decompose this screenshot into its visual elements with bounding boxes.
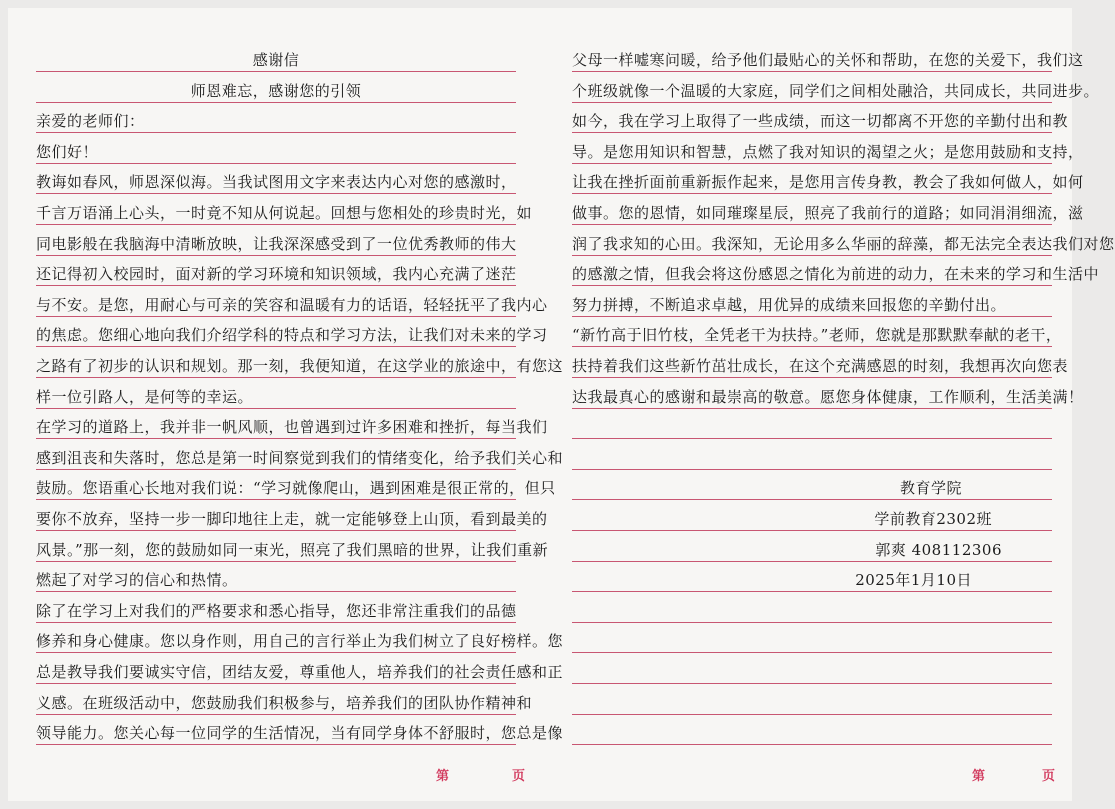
ruled-line [572,224,1052,225]
handwritten-line: 义感。在班级活动中，您鼓励我们积极参与，培养我们的团队协作精神和 [36,693,533,712]
ruled-line [36,346,516,347]
ruled-line [36,255,516,256]
handwritten-line: 教诲如春风，师恩深似海。当我试图用文字来表达内心对您的感激时， [36,173,517,192]
ruled-line [572,561,1052,562]
handwritten-line: 个班级就像一个温暖的大家庭，同学们之间相处融洽，共同成长，共同进步。 [572,81,1100,100]
ruled-line [36,744,516,745]
ruled-line [572,102,1052,103]
ruled-line [572,163,1052,164]
ruled-line [36,683,516,684]
ruled-line [572,285,1052,286]
ruled-line [572,622,1052,623]
handwritten-line: 做事。您的恩情，如同璀璨星辰，照亮了我前行的道路；如同涓涓细流，滋 [572,204,1084,222]
handwritten-line: 千言万语涌上心头，一时竟不知从何说起。回想与您相处的珍贵时光，如 [36,204,533,222]
page-number-suffix: 页 [512,769,526,784]
handwritten-line: 感到沮丧和失落时，您总是第一时间察觉到我们的情绪变化，给予我们关心和 [36,448,564,467]
handwritten-line: 导。是您用知识和智慧，点燃了我对知识的渴望之火；是您用鼓励和支持， [572,142,1084,161]
ruled-line [36,71,516,72]
handwritten-line: 亲爱的老师们： [36,112,145,131]
notebook-spread [8,8,1115,801]
handwritten-line: 扶持着我们这些新竹茁壮成长，在这个充满感恩的时刻，我想再次向您表 [572,357,1069,375]
ruled-line [36,530,516,531]
handwritten-line: 努力拼搏，不断追求卓越，用优异的成绩来回报您的辛勤付出。 [572,295,1007,314]
ruled-line [572,530,1052,531]
ruled-line [36,591,516,592]
page-number-prefix: 第 [436,769,450,784]
ruled-line [572,714,1052,715]
left-page [36,38,564,784]
ruled-line [36,499,516,500]
ruled-line [572,469,1052,470]
ruled-line [572,438,1052,439]
ruled-line [572,132,1052,133]
handwritten-line: 的焦虑。您细心地向我们介绍学科的特点和学习方法，让我们对未来的学习 [36,326,548,345]
ruled-line [36,316,516,317]
ruled-line [572,346,1052,347]
handwritten-line: 总是教导我们要诚实守信，团结友爱，尊重他人，培养我们的社会责任感和正 [36,663,564,681]
page-number-prefix: 第 [972,769,986,784]
handwritten-line: 学前教育2302班 [874,510,992,528]
ruled-line [572,255,1052,256]
handwritten-line: 燃起了对学习的信心和热情。 [36,571,238,590]
ruled-line [572,591,1052,592]
ruled-line [572,683,1052,684]
right-page [572,38,1115,784]
handwritten-line: 在学习的道路上，我并非一帆风顺，也曾遇到过许多困难和挫折，每当我们 [36,418,548,437]
ruled-line [36,469,516,470]
ruled-line [36,102,516,103]
ruled-line [572,71,1052,72]
handwritten-line: 润了我求知的心田。我深知，无论用多么华丽的辞藻，都无法完全表达我们对您 [572,234,1115,253]
ruled-line [36,652,516,653]
ruled-line [36,408,516,409]
ruled-line [572,652,1052,653]
ruled-line [572,744,1052,745]
ruled-line [572,408,1052,409]
ruled-line [36,622,516,623]
ruled-line [36,132,516,133]
ruled-line [36,438,516,439]
handwritten-line: “新竹高于旧竹枝，全凭老干为扶持。”老师，您就是那默默奉献的老干， [572,326,1062,345]
handwritten-line: 的感激之情，但我会将这份感恩之情化为前进的动力，在未来的学习和生活中 [572,265,1100,284]
ruled-line [36,163,516,164]
handwritten-line: 与不安。是您，用耐心与可亲的笑容和温暖有力的话语，轻轻抚平了我内心 [36,295,548,314]
ruled-line [572,316,1052,317]
ruled-line [36,561,516,562]
ruled-line [36,285,516,286]
handwritten-line: 感谢信 [252,51,300,69]
handwritten-line: 师恩难忘，感谢您的引领 [190,81,362,100]
handwritten-line: 领导能力。您关心每一位同学的生活情况，当有同学身体不舒服时，您总是像 [36,724,564,743]
handwritten-line: 还记得初入校园时，面对新的学习环境和知识领域，我内心充满了迷茫 [36,265,517,284]
ruled-line [572,377,1052,378]
handwritten-line: 之路有了初步的认识和规划。那一刻，我便知道，在这学业的旅途中，有您这 [36,357,564,375]
handwritten-line: 让我在挫折面前重新振作起来，是您用言传身教，教会了我如何做人，如何 [572,173,1084,192]
ruled-line [36,193,516,194]
handwritten-line: 要你不放弃，坚持一步一脚印地往上走，就一定能够登上山顶，看到最美的 [36,510,548,528]
handwritten-line: 达我最真心的感谢和最崇高的敬意。愿您身体健康，工作顺利，生活美满！ [572,387,1084,406]
ruled-line [36,377,516,378]
handwritten-line: 2025年1月10日 [855,571,972,590]
handwritten-line: 您们好！ [36,142,99,161]
handwritten-line: 除了在学习上对我们的严格要求和悉心指导，您还非常注重我们的品德 [36,601,517,620]
handwritten-line: 郭爽 408112306 [875,540,1002,559]
handwritten-line: 样一位引路人，是何等的幸运。 [36,387,254,406]
page-number-suffix: 页 [1042,769,1056,784]
handwritten-line: 教育学院 [899,479,962,498]
ruled-line [36,224,516,225]
handwritten-line: 鼓励。您语重心长地对我们说：“学习就像爬山，遇到困难是很正常的，但只 [36,479,556,498]
handwritten-line: 如今，我在学习上取得了一些成绩，而这一切都离不开您的辛勤付出和教 [572,112,1069,131]
ruled-line [36,714,516,715]
handwritten-line: 风景。”那一刻，您的鼓励如同一束光，照亮了我们黑暗的世界，让我们重新 [36,540,549,559]
handwritten-line: 父母一样嘘寒问暖，给予他们最贴心的关怀和帮助，在您的关爱下，我们这 [572,51,1084,69]
handwritten-line: 同电影般在我脑海中清晰放映，让我深深感受到了一位优秀教师的伟大 [36,234,517,253]
handwritten-line: 修养和身心健康。您以身作则，用自己的言行举止为我们树立了良好榜样。您 [36,632,564,651]
ruled-line [572,499,1052,500]
ruled-line [572,193,1052,194]
